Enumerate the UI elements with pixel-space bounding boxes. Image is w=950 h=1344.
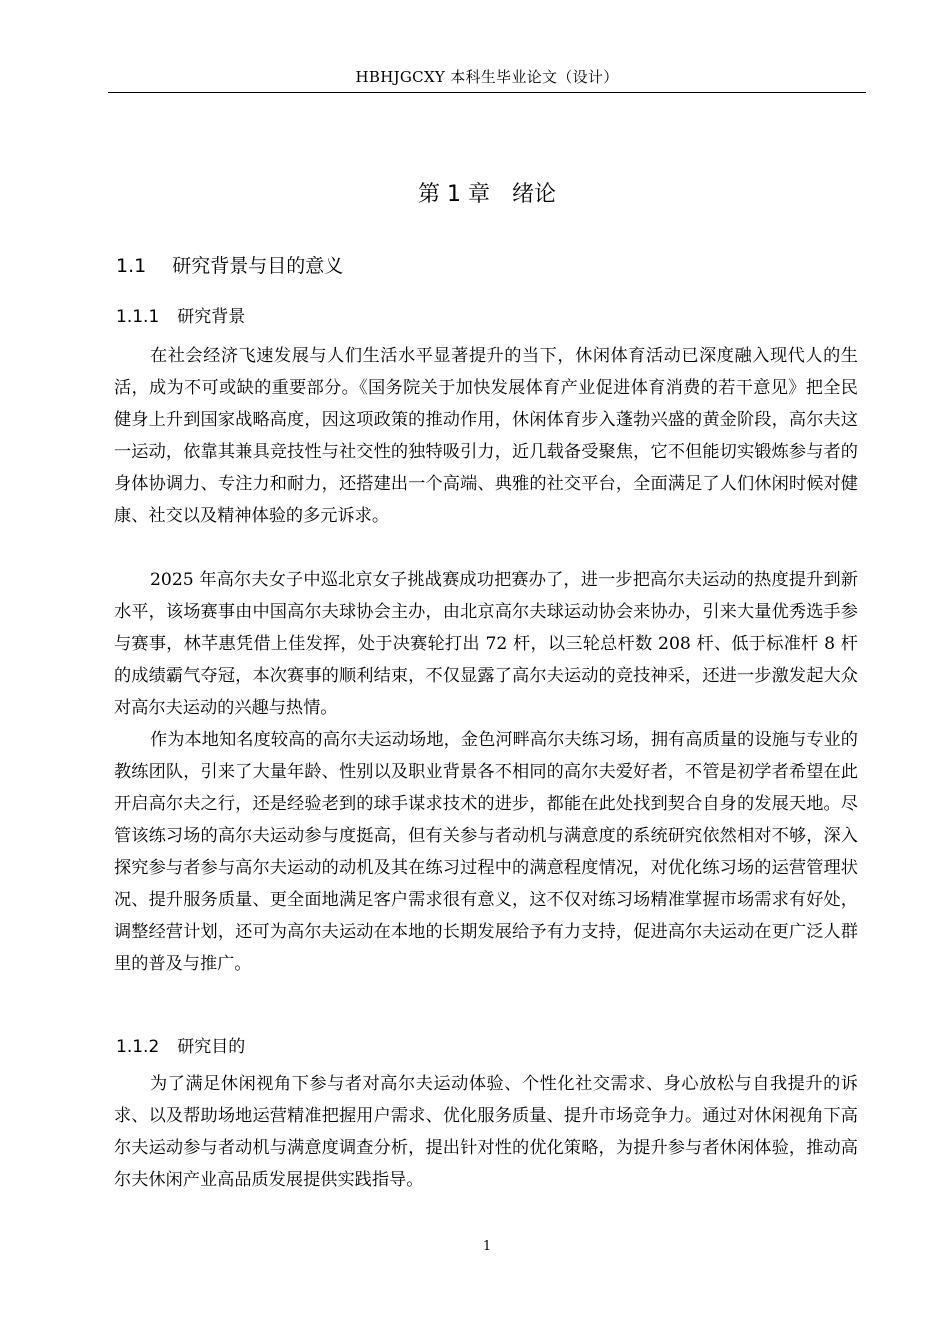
background-paragraph-2: 2025 年高尔夫女子中巡北京女子挑战赛成功把赛办了，进一步把高尔夫运动的热度提升到新水平，该场赛事由中国高尔夫球协会主办，由北京高尔夫球运动协会来协办，引来大量优秀选手参与赛事，林芊惠凭借上佳发挥，处于决赛轮打出 72 杆，以三轮总杆数 208 杆、低于标准杆 8 杆的成绩霸气夺冠，本次赛事的顺利结束，不仅显露了高尔夫运动的竞技神采，还进一步激发起大众对高尔夫运动的兴趣与热情。: [114, 570, 858, 718]
background-paragraph-1: 在社会经济飞速发展与人们生活水平显著提升的当下，休闲体育活动已深度融入现代人的生活，成为不可或缺的重要部分。《国务院关于加快发展体育产业促进体育消费的若干意见》把全民健身上升到国家战略高度，因这项政策的推动作用，休闲体育步入蓬勃兴盛的黄金阶段，高尔夫这一运动，依靠其兼具竞技性与社交性的独特吸引力，近几载备受聚焦，它不但能切实锻炼参与者的身体协调力、专注力和耐力，还搭建出一个高端、典雅的社交平台，全面满足了人们休闲时候对健康、社交以及精神体验的多元诉求。: [114, 346, 858, 526]
purpose-paragraph: 为了满足休闲视角下参与者对高尔夫运动体验、个性化社交需求、身心放松与自我提升的诉求、以及帮助场地运营精准把握用户需求、优化服务质量、提升市场竞争力。通过对休闲视角下高尔夫运动参与者动机与满意度调查分析，提出针对性的优化策略，为提升参与者休闲体验，推动高尔夫休闲产业高品质发展提供实践指导。: [114, 1074, 858, 1190]
chapter-name: 绪论: [511, 182, 556, 207]
background-paragraph-3: 作为本地知名度较高的高尔夫运动场地，金色河畔高尔夫练习场，拥有高质量的设施与专业的教练团队，引来了大量年龄、性别以及职业背景各不相同的高尔夫爱好者，不管是初学者希望在此开启高尔夫之行，还是经验老到的球手谋求技术的进步，都能在此处找到契合自身的发展天地。尽管该练习场的高尔夫运动参与度挺高，但有关参与者动机与满意度的系统研究依然相对不够，深入探究参与者参与高尔夫运动的动机及其在练习过程中的满意程度情况，对优化练习场的运营管理状况、提升服务质量、更全面地满足客户需求很有意义，这不仅对练习场精准掌握市场需求有好处，调整经营计划，还可为高尔夫运动在本地的长期发展给予有力支持，促进高尔夫运动在更广泛人群里的普及与推广。: [114, 730, 858, 974]
section-title: 研究背景与目的意义: [172, 255, 344, 277]
subsection-title: 研究背景: [177, 307, 246, 327]
running-header: HBHJGCXY 本科生毕业论文（设计）: [108, 64, 866, 93]
section-heading-1-1: [116, 252, 343, 280]
section-number: 1.1: [116, 255, 147, 277]
chapter-title: [108, 180, 866, 210]
subsection-heading-1-1-1: [116, 304, 245, 330]
subsection-number: 1.1.1: [116, 307, 160, 327]
subsection-number: 1.1.2: [116, 1037, 160, 1057]
subsection-heading-1-1-2: [116, 1034, 245, 1060]
chapter-number: 第 1 章: [418, 182, 490, 207]
page-number: 1: [482, 1239, 492, 1254]
subsection-title: 研究目的: [177, 1037, 246, 1057]
